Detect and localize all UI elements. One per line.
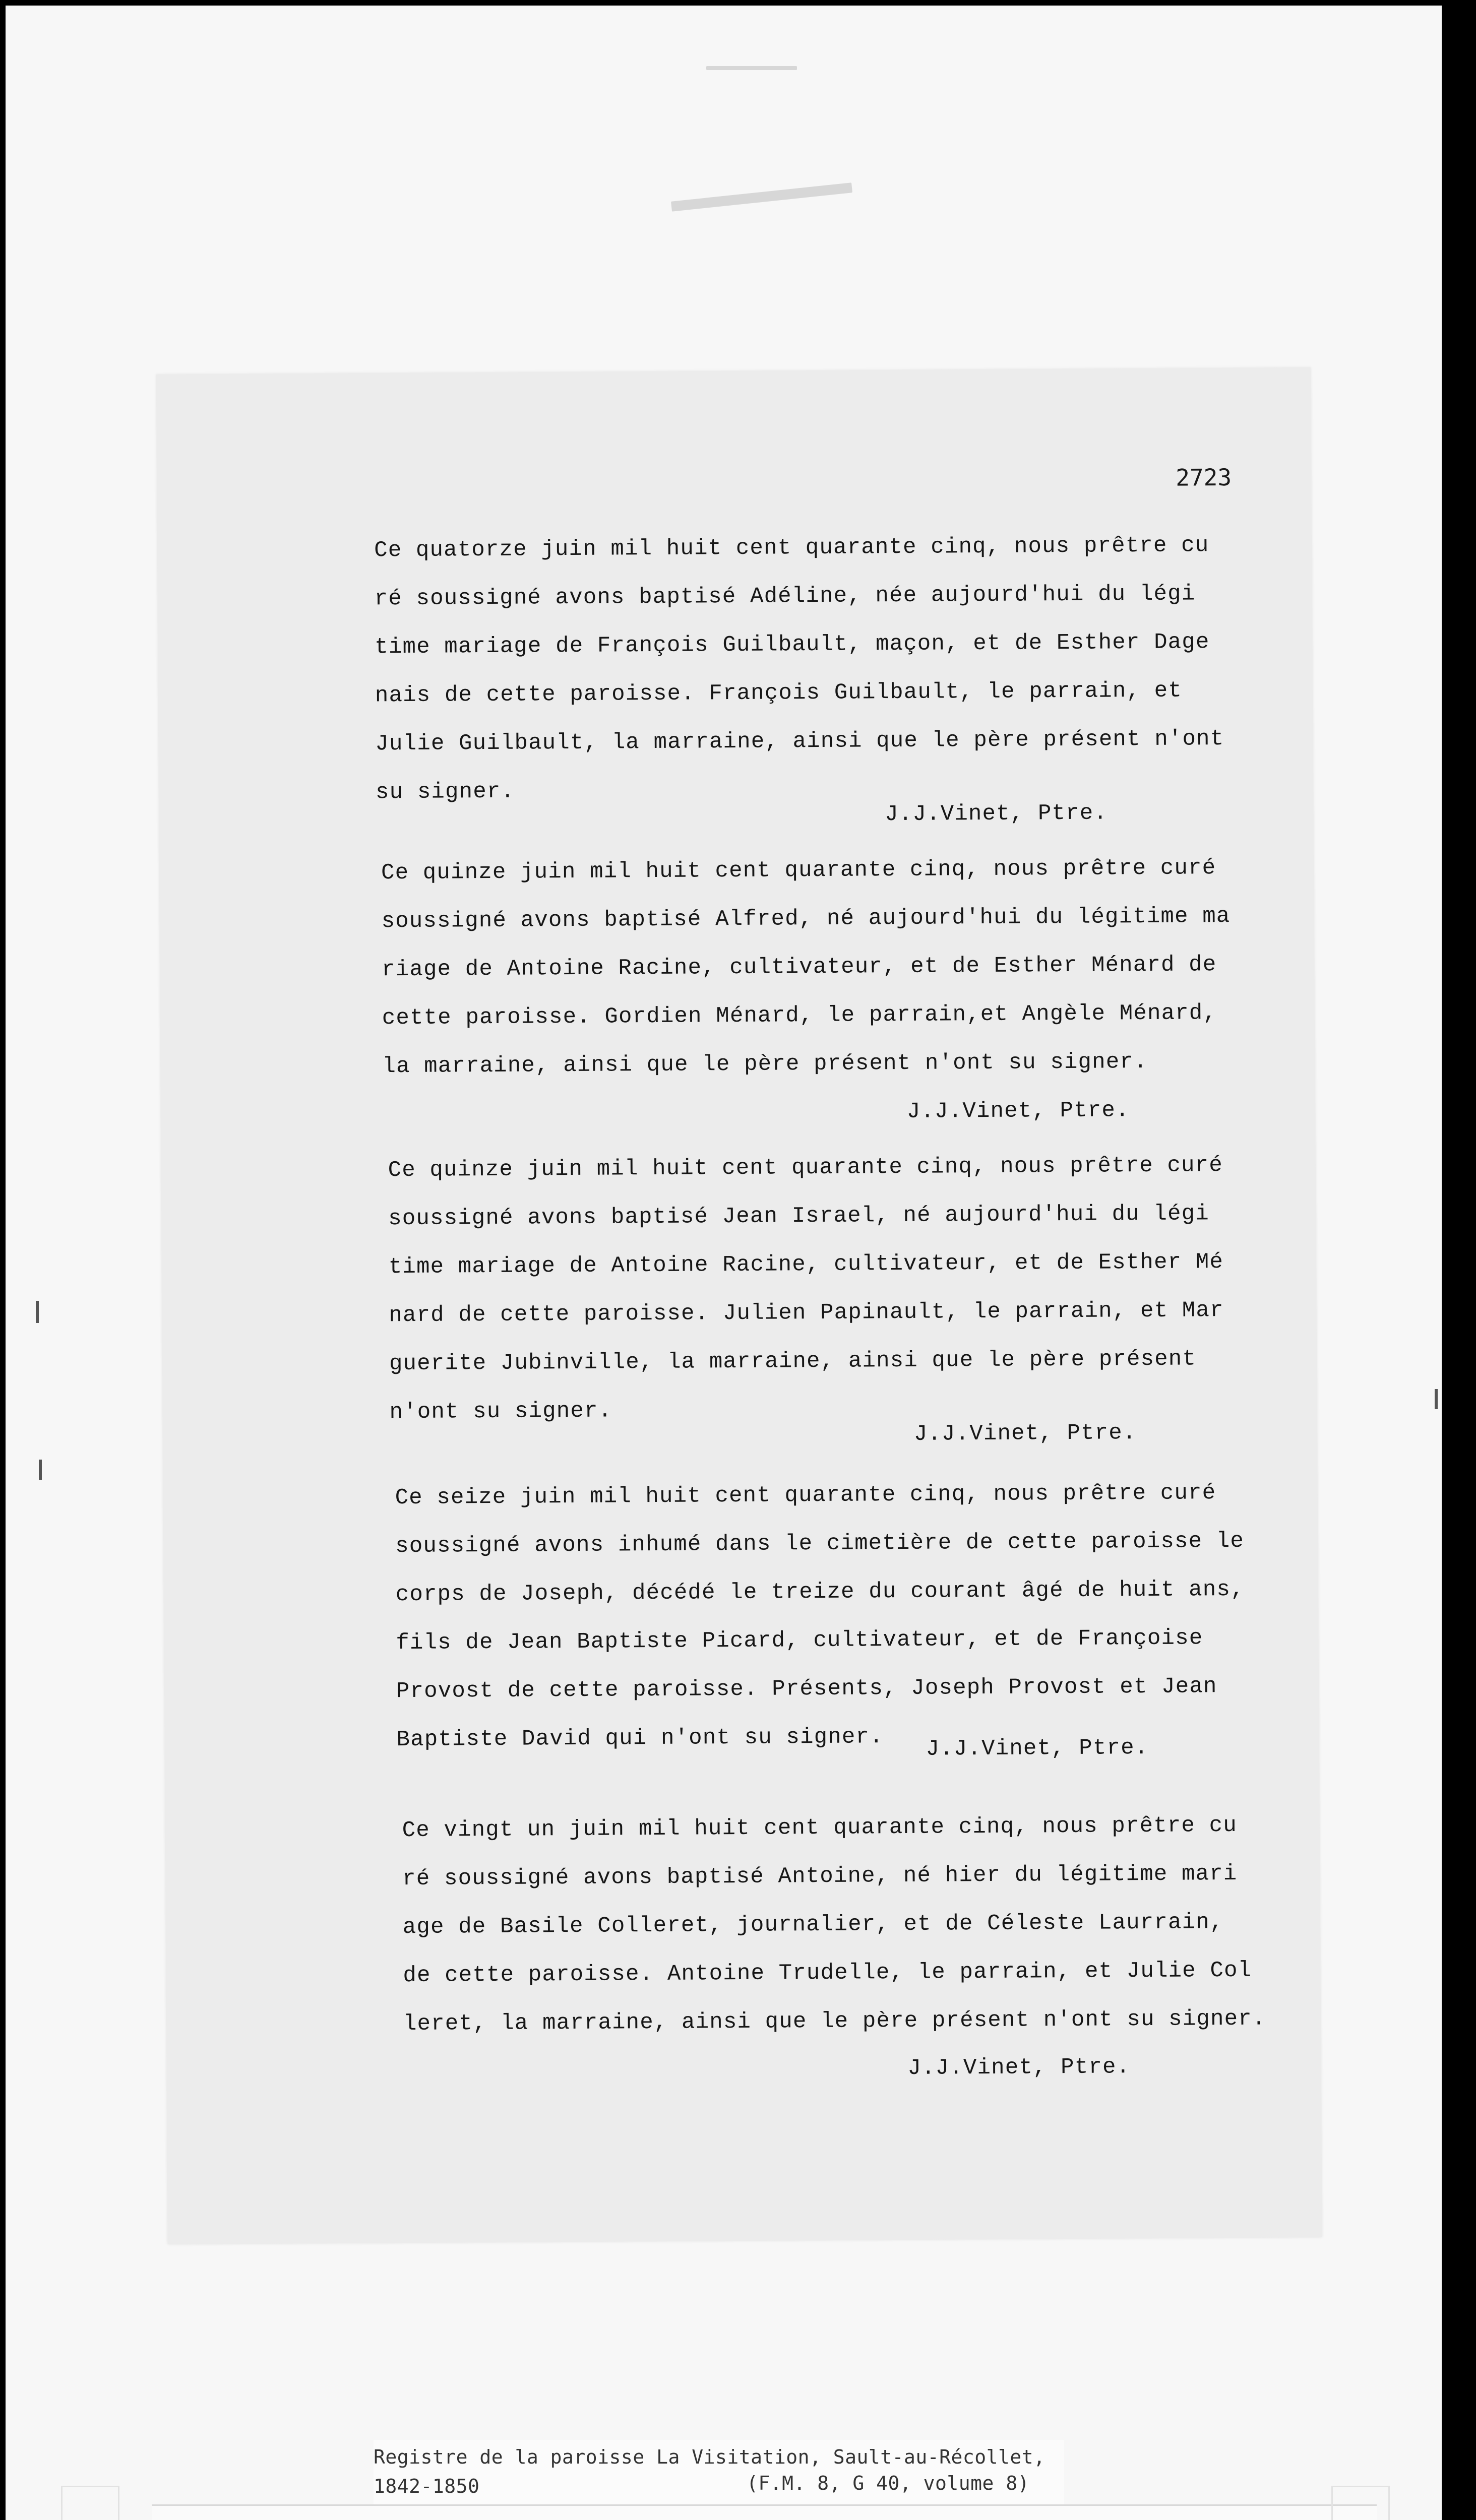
entry-line: riage de Antoine Racine, cultivateur, et de Esther Ménard de: [382, 952, 1217, 983]
entry-line: time mariage de François Guilbault, maçon, et de Esther Dage: [375, 629, 1210, 660]
entry-line: leret, la marraine, ainsi que le père présent n'ont su signer.: [403, 2006, 1266, 2037]
entry-line: Ce quinze juin mil huit cent quarante cinq, nous prêtre curé: [381, 855, 1216, 886]
archive-card: [152, 2504, 1377, 2520]
register-page: [156, 367, 1322, 2244]
film-smudge: [706, 66, 797, 70]
entry-line: Ce quinze juin mil huit cent quarante cinq, nous prêtre curé: [388, 1153, 1223, 1183]
entry-line: fils de Jean Baptiste Picard, cultivateur, et de Françoise: [396, 1625, 1203, 1656]
register-entry: [165, 1812, 1320, 2081]
entry-line: corps de Joseph, décédé le treize du courant âgé de huit ans,: [395, 1577, 1245, 1608]
film-edge: [1442, 0, 1476, 2520]
card-edge: [1331, 2486, 1390, 2520]
entry-line: guerite Jubinville, la marraine, ainsi que le père présent: [389, 1346, 1197, 1377]
priest-signature: J.J.Vinet, Ptre.: [906, 1098, 1130, 1124]
priest-signature: J.J.Vinet, Ptre.: [885, 800, 1108, 828]
entry-line: nard de cette paroisse. Julien Papinault, le parrain, et Mar: [389, 1298, 1224, 1329]
entry-line: soussigné avons inhumé dans le cimetière de cette paroisse le: [395, 1528, 1245, 1559]
register-entry: [163, 1480, 1318, 1762]
priest-signature: J.J.Vinet, Ptre.: [907, 2054, 1131, 2081]
register-entry: [159, 855, 1314, 1124]
entry-line: Ce vingt un juin mil huit cent quarante cinq, nous prêtre cu: [402, 1812, 1238, 1844]
caption-slip: [374, 2440, 1064, 2508]
priest-signature: J.J.Vinet, Ptre.: [926, 1735, 1149, 1762]
entry-line: su signer.: [375, 779, 515, 805]
margin-mark: [39, 1460, 42, 1480]
entry-line: la marraine, ainsi que le père présent n'ont su signer.: [382, 1049, 1148, 1080]
entry-line: cette paroisse. Gordien Ménard, le parrain,et Angèle Ménard,: [382, 1000, 1217, 1031]
register-entry: [161, 1153, 1316, 1447]
film-smudge: [671, 182, 852, 212]
entry-line: Ce quatorze juin mil huit cent quarante cinq, nous prêtre cu: [374, 533, 1209, 563]
caption-reference: (F.M. 8, G 40, volume 8): [747, 2472, 1030, 2494]
page-number: 2723: [1176, 463, 1232, 491]
card-edge: [61, 2486, 119, 2520]
entry-line: de cette paroisse. Antoine Trudelle, le parrain, et Julie Col: [403, 1958, 1252, 1989]
entry-line: age de Basile Colleret, journalier, et de Céleste Laurrain,: [402, 1910, 1224, 1940]
margin-mark: [1435, 1389, 1438, 1409]
entry-line: nais de cette paroisse. François Guilbault, le parrain, et: [375, 678, 1183, 709]
margin-mark: [36, 1301, 39, 1323]
priest-signature: J.J.Vinet, Ptre.: [913, 1420, 1137, 1447]
entry-line: soussigné avons baptisé Jean Israel, né aujourd'hui du légi: [388, 1201, 1210, 1232]
entry-line: ré soussigné avons baptisé Antoine, né hier du légitime mari: [402, 1861, 1238, 1892]
caption-title: Registre de la paroisse La Visitation, Sault-au-Récollet,: [374, 2446, 1046, 2468]
entry-line: n'ont su signer.: [389, 1398, 612, 1425]
entry-line: Provost de cette paroisse. Présents, Joseph Provost et Jean: [396, 1674, 1217, 1705]
entry-line: soussigné avons baptisé Alfred, né aujourd'hui du légitime ma: [381, 904, 1231, 934]
microfilm-frame: [6, 6, 1442, 2520]
register-entry: [157, 533, 1312, 828]
caption-years: 1842-1850: [374, 2475, 480, 2497]
entry-line: Julie Guilbault, la marraine, ainsi que le père présent n'ont: [375, 726, 1224, 757]
entry-line: Baptiste David qui n'ont su signer.: [396, 1724, 884, 1753]
entry-line: Ce seize juin mil huit cent quarante cinq, nous prêtre curé: [395, 1480, 1216, 1511]
entry-line: ré soussigné avons baptisé Adéline, née aujourd'hui du légi: [374, 581, 1196, 612]
entry-line: time mariage de Antoine Racine, cultivateur, et de Esther Mé: [388, 1249, 1224, 1280]
